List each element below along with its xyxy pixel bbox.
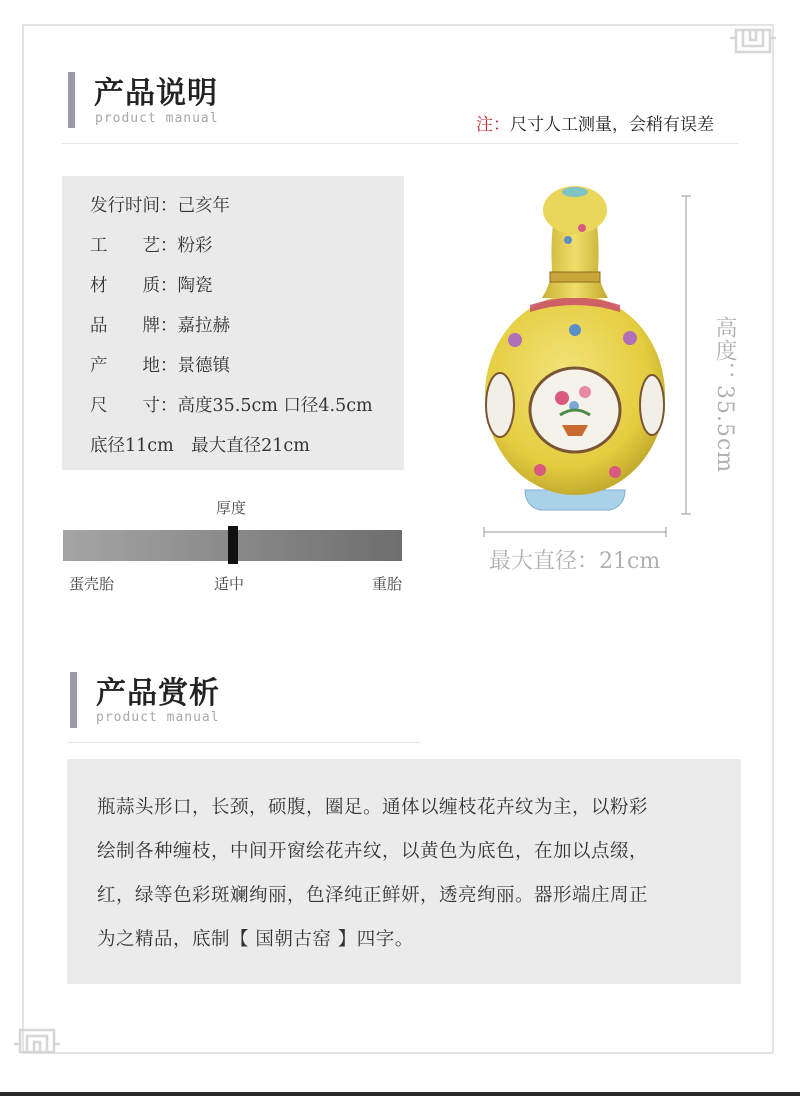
section-subtitle-appreciation: product manual [96,710,220,725]
section-subtitle-manual: product manual [95,111,219,126]
thickness-label-thin: 蛋壳胎 [69,575,115,593]
description-line: 绘制各种缠枝，中间开窗绘花卉纹，以黄色为底色，在加以点缀， [97,841,649,862]
description-line: 红，绿等色彩斑斓绚丽，色泽纯正鲜妍，透亮绚丽。器形端庄周正 [97,885,649,906]
spec-size-base: 底径11cm 最大直径21cm [90,436,310,456]
spec-origin: 产 地：景德镇 [90,356,230,376]
note-text: 尺寸人工测量，会稍有误差 [510,115,714,135]
spec-brand: 品 牌：嘉拉赫 [90,316,230,336]
section-divider [62,143,738,144]
thickness-title: 厚度 [216,499,247,517]
fret-corner-icon-bottom-left [12,1024,62,1060]
note-prefix: 注： [476,115,510,135]
section-divider-2 [68,742,420,743]
thickness-marker [228,526,238,564]
description-box [67,759,741,984]
height-dimension-label: 高度：35.5cm [712,316,737,474]
section-title-appreciation: 产品赏析 [96,676,220,711]
spec-box [62,176,404,470]
fret-corner-icon-top-right [728,24,778,60]
thickness-label-medium: 适中 [214,575,245,593]
section-accent-bar-2 [70,672,77,728]
spec-material: 材 质：陶瓷 [90,276,213,296]
spec-issue-date: 发行时间：己亥年 [90,196,230,216]
measurement-note [476,110,714,135]
section-title-manual: 产品说明 [94,76,218,111]
thickness-label-heavy: 重胎 [372,575,403,593]
description-line: 为之精品，底制【 国朝古窑 】四字。 [97,929,414,950]
description-line: 瓶蒜头形口，长颈，硕腹，圈足。通体以缠枝花卉纹为主，以粉彩 [97,797,649,818]
dimension-lines [480,190,710,540]
diameter-dimension-label: 最大直径：21cm [489,549,661,574]
bottom-rule [0,1092,800,1096]
section-accent-bar [68,72,75,128]
spec-craft: 工 艺：粉彩 [90,236,213,256]
spec-size: 尺 寸：高度35.5cm 口径4.5cm [90,396,373,416]
